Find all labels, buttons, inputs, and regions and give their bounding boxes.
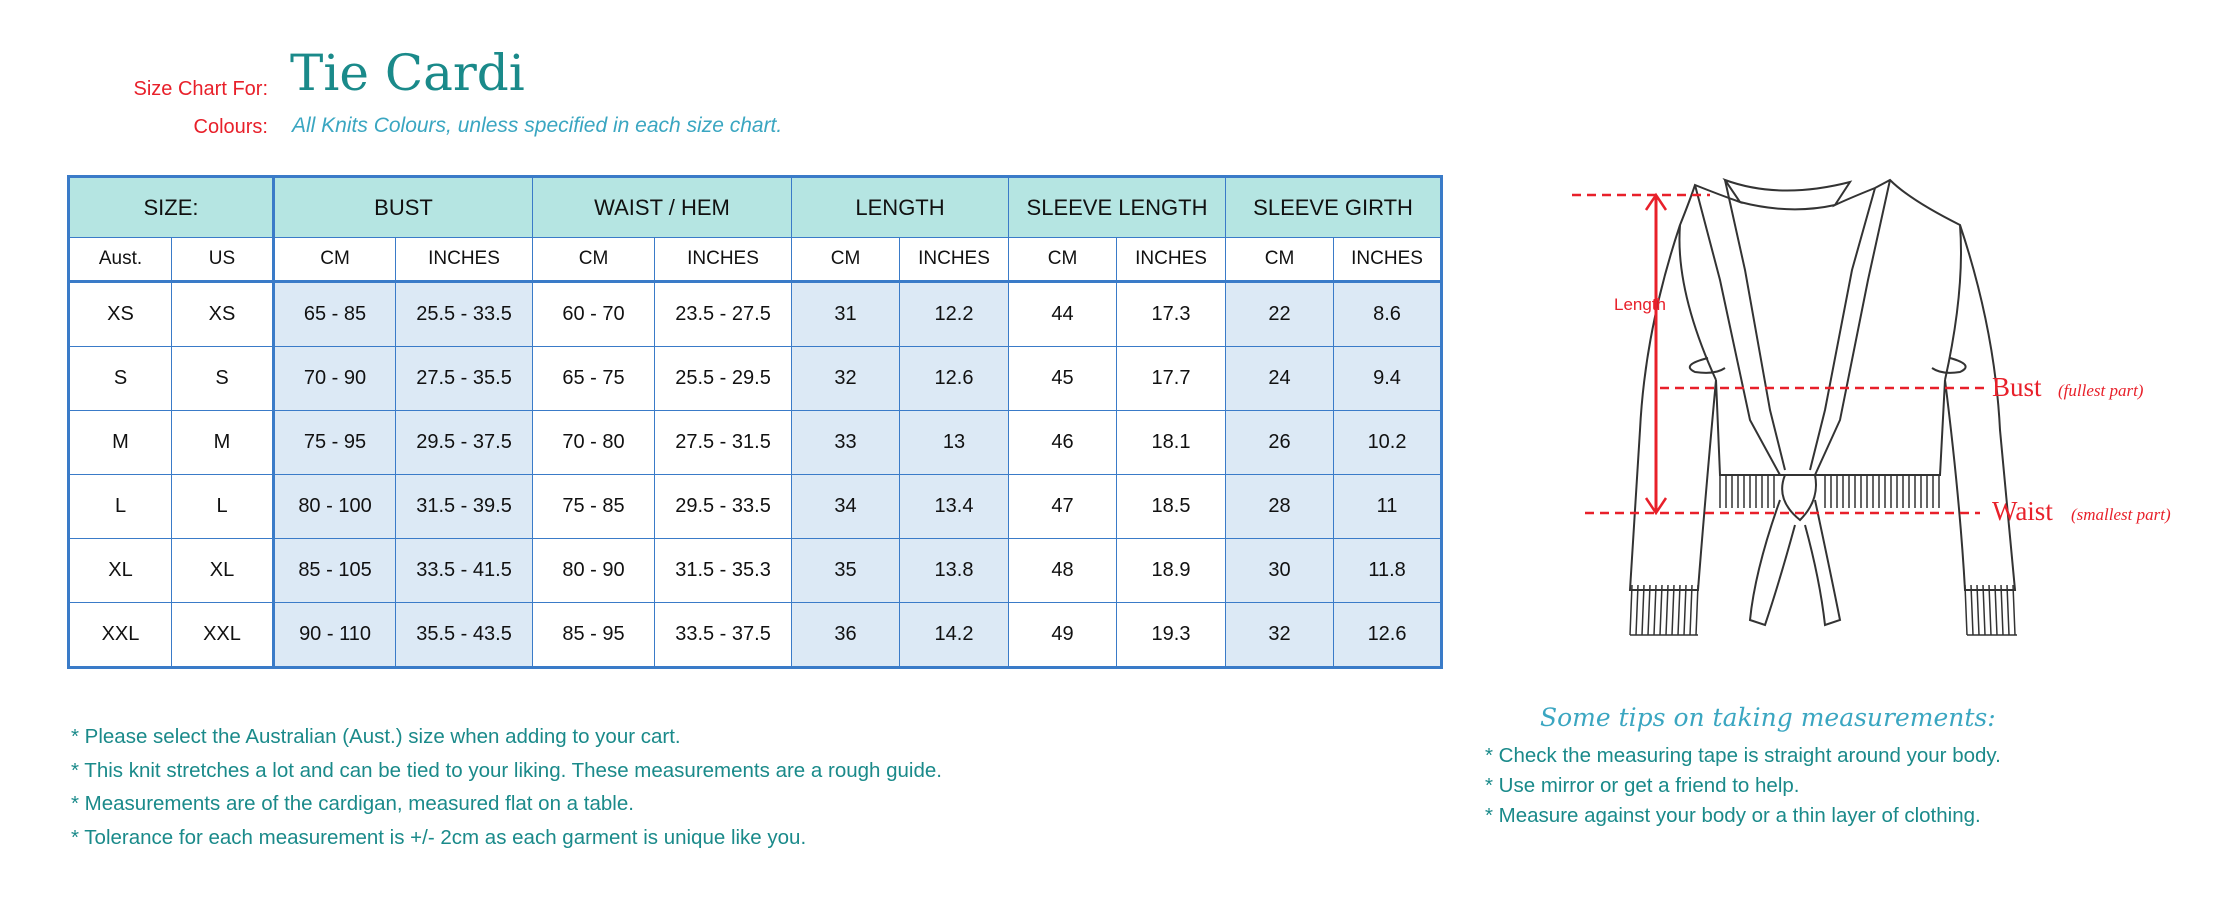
- subheader-cell: Aust.: [69, 238, 172, 282]
- tip-line: * Check the measuring tape is straight around your body.: [1485, 744, 2001, 767]
- measurement-cell: 90 - 110: [274, 603, 396, 668]
- measurement-cell: 49: [1009, 603, 1117, 668]
- measurement-cell: 33.5 - 41.5: [396, 539, 533, 603]
- measurement-cell: 47: [1009, 475, 1117, 539]
- measurement-cell: 60 - 70: [533, 282, 655, 347]
- measurement-cell: 17.7: [1117, 347, 1226, 411]
- measurement-cell: 32: [792, 347, 900, 411]
- colours-label: Colours:: [193, 116, 268, 138]
- colours-value: All Knits Colours, unless specified in each size chart.: [292, 114, 783, 137]
- size-cell: XS: [172, 282, 274, 347]
- note-line: * Please select the Australian (Aust.) size when adding to your cart.: [71, 725, 681, 748]
- table-row: [69, 603, 1442, 668]
- measurement-cell: 17.3: [1117, 282, 1226, 347]
- measurement-cell: 13.8: [900, 539, 1009, 603]
- measurement-cell: 22: [1226, 282, 1334, 347]
- bust-label: Bust: [1992, 372, 2042, 402]
- group-header-bust: BUST: [274, 177, 533, 238]
- measurement-cell: 70 - 80: [533, 411, 655, 475]
- group-header-size: SIZE:: [69, 177, 274, 238]
- waist-label: Waist: [1992, 496, 2053, 526]
- measurement-cell: 29.5 - 37.5: [396, 411, 533, 475]
- measurement-cell: 75 - 85: [533, 475, 655, 539]
- table-row: [69, 282, 1442, 347]
- subheader-cell: CM: [1226, 238, 1334, 282]
- measurement-cell: 75 - 95: [274, 411, 396, 475]
- size-chart-label: Size Chart For:: [133, 78, 268, 100]
- subheader-cell: INCHES: [655, 238, 792, 282]
- table-row: [69, 539, 1442, 603]
- measurement-cell: 28: [1226, 475, 1334, 539]
- measurement-cell: 46: [1009, 411, 1117, 475]
- size-cell: XL: [172, 539, 274, 603]
- measurement-cell: 23.5 - 27.5: [655, 282, 792, 347]
- measurement-cell: 26: [1226, 411, 1334, 475]
- subheader-cell: US: [172, 238, 274, 282]
- measurement-cell: 18.5: [1117, 475, 1226, 539]
- measurement-cell: 13: [900, 411, 1009, 475]
- subheader-row: [69, 238, 1442, 282]
- measurement-cell: 27.5 - 31.5: [655, 411, 792, 475]
- measurement-cell: 10.2: [1334, 411, 1442, 475]
- measurement-cell: 24: [1226, 347, 1334, 411]
- measurement-cell: 13.4: [900, 475, 1009, 539]
- measurement-cell: 18.9: [1117, 539, 1226, 603]
- size-cell: L: [69, 475, 172, 539]
- group-header-row: [69, 177, 1442, 238]
- cardigan-diagram: [1480, 170, 2220, 670]
- measurement-cell: 36: [792, 603, 900, 668]
- table-row: [69, 347, 1442, 411]
- measurement-cell: 85 - 95: [533, 603, 655, 668]
- tip-line: * Use mirror or get a friend to help.: [1485, 774, 1800, 797]
- group-header-waist: WAIST / HEM: [533, 177, 792, 238]
- size-cell: XXL: [69, 603, 172, 668]
- size-chart-table: [67, 175, 1443, 669]
- measurement-cell: 30: [1226, 539, 1334, 603]
- measurement-cell: 31: [792, 282, 900, 347]
- notes: [71, 720, 942, 854]
- measurement-cell: 12.6: [1334, 603, 1442, 668]
- measurement-cell: 70 - 90: [274, 347, 396, 411]
- table-row: [69, 475, 1442, 539]
- measurement-cell: 45: [1009, 347, 1117, 411]
- size-cell: M: [69, 411, 172, 475]
- size-cell: XS: [69, 282, 172, 347]
- subheader-cell: INCHES: [1117, 238, 1226, 282]
- tips-list: [1485, 741, 2001, 831]
- measurement-cell: 19.3: [1117, 603, 1226, 668]
- measurement-cell: 29.5 - 33.5: [655, 475, 792, 539]
- product-title: Tie Cardi: [290, 44, 525, 102]
- measurement-cell: 33: [792, 411, 900, 475]
- measurement-cell: 12.6: [900, 347, 1009, 411]
- measurement-cell: 33.5 - 37.5: [655, 603, 792, 668]
- subheader-cell: INCHES: [900, 238, 1009, 282]
- measurement-cell: 32: [1226, 603, 1334, 668]
- measurement-cell: 85 - 105: [274, 539, 396, 603]
- measurement-cell: 25.5 - 33.5: [396, 282, 533, 347]
- measurement-cell: 11.8: [1334, 539, 1442, 603]
- measurement-cell: 35.5 - 43.5: [396, 603, 533, 668]
- measurement-cell: 80 - 90: [533, 539, 655, 603]
- measurement-cell: 31.5 - 39.5: [396, 475, 533, 539]
- measurement-cell: 48: [1009, 539, 1117, 603]
- measurement-cell: 35: [792, 539, 900, 603]
- subheader-cell: CM: [533, 238, 655, 282]
- measurement-cell: 65 - 85: [274, 282, 396, 347]
- measurement-cell: 18.1: [1117, 411, 1226, 475]
- tips-title: Some tips on taking measurements:: [1540, 703, 1996, 732]
- size-cell: M: [172, 411, 274, 475]
- group-header-length: LENGTH: [792, 177, 1009, 238]
- subheader-cell: CM: [274, 238, 396, 282]
- measurement-cell: 31.5 - 35.3: [655, 539, 792, 603]
- group-header-sleeve-girth: SLEEVE GIRTH: [1226, 177, 1442, 238]
- size-cell: XXL: [172, 603, 274, 668]
- measurement-cell: 14.2: [900, 603, 1009, 668]
- bust-note: (fullest part): [2058, 381, 2144, 400]
- size-cell: S: [172, 347, 274, 411]
- measurement-cell: 44: [1009, 282, 1117, 347]
- length-label: Length: [1614, 295, 1666, 314]
- measurement-cell: 9.4: [1334, 347, 1442, 411]
- subheader-cell: CM: [1009, 238, 1117, 282]
- measurement-cell: 12.2: [900, 282, 1009, 347]
- note-line: * This knit stretches a lot and can be tied to your liking. These measurements are a rough guide.: [71, 758, 942, 782]
- waist-note: (smallest part): [2071, 505, 2171, 524]
- tip-line: * Measure against your body or a thin layer of clothing.: [1485, 804, 1981, 827]
- measurement-cell: 34: [792, 475, 900, 539]
- measurement-cell: 11: [1334, 475, 1442, 539]
- note-line: * Measurements are of the cardigan, measured flat on a table.: [71, 792, 634, 815]
- measurement-cell: 80 - 100: [274, 475, 396, 539]
- measurement-cell: 8.6: [1334, 282, 1442, 347]
- subheader-cell: INCHES: [1334, 238, 1442, 282]
- size-cell: XL: [69, 539, 172, 603]
- subheader-cell: INCHES: [396, 238, 533, 282]
- subheader-cell: CM: [792, 238, 900, 282]
- measurement-cell: 27.5 - 35.5: [396, 347, 533, 411]
- measurement-cell: 25.5 - 29.5: [655, 347, 792, 411]
- table-row: [69, 411, 1442, 475]
- measurement-cell: 65 - 75: [533, 347, 655, 411]
- size-cell: L: [172, 475, 274, 539]
- group-header-sleeve-length: SLEEVE LENGTH: [1009, 177, 1226, 238]
- note-line: * Tolerance for each measurement is +/- 2cm as each garment is unique like you.: [71, 825, 807, 849]
- size-cell: S: [69, 347, 172, 411]
